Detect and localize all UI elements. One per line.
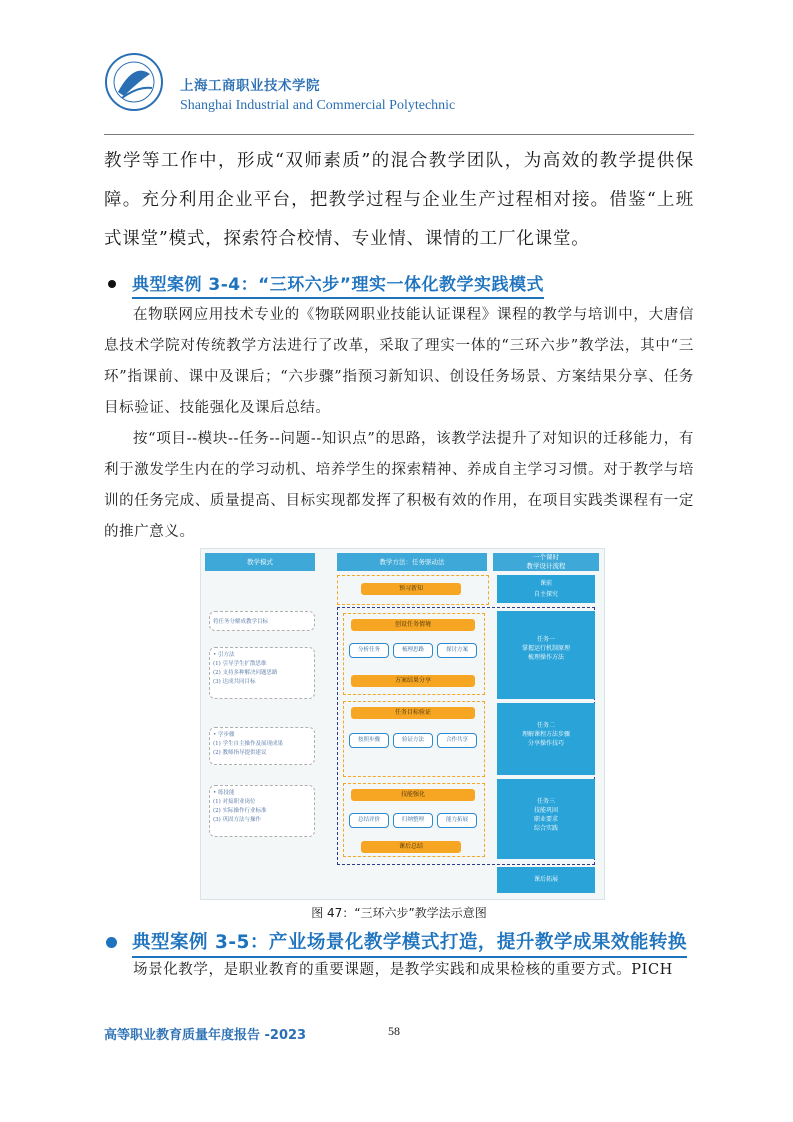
- case-3-5-heading: [104, 928, 704, 958]
- bullet-icon: [106, 937, 117, 948]
- right-box: 任务一 掌握运行机制原理 梳理操作方法: [497, 611, 595, 699]
- right-box: 课前 自主探究: [497, 575, 595, 603]
- school-logo-icon: [104, 52, 164, 112]
- tag: 分析任务: [349, 643, 389, 658]
- left-box: 将任务分解成教学目标: [209, 611, 315, 631]
- column-header: 教学方法：任务驱动法: [337, 553, 487, 571]
- right-box: 任务二 理解课程方法步骤 分享操作技巧: [497, 703, 595, 775]
- step-verify-goals: 任务目标验证: [351, 707, 475, 719]
- figure-caption: 图 47：“三环六步”教学法示意图: [311, 906, 487, 920]
- tag: 梳理思路: [393, 643, 433, 658]
- tag: 探讨方案: [437, 643, 477, 658]
- page-header: [104, 52, 694, 134]
- left-box: • 学步骤 (1) 学生自主操作及展现成果 (2) 教师指导提供建议: [209, 727, 315, 765]
- tag: 能力拓展: [437, 813, 477, 828]
- step-preview: 预习新知: [361, 583, 461, 595]
- case-3-4-heading: [104, 270, 704, 300]
- section-title: 典型案例 3-4：“三环六步”理实一体化教学实践模式: [132, 270, 544, 299]
- right-box: 任务三 技能巩固 职业要求 综合实践: [497, 779, 595, 859]
- step-share-results: 方案结果分享: [351, 675, 475, 687]
- tag: 总结评价: [349, 813, 389, 828]
- column-header: 一个课时 教学设计流程: [493, 553, 599, 571]
- step-summary: 课后总结: [361, 841, 461, 853]
- left-box: • 练技能 (1) 对接职业岗位 (2) 实际操作行业标准 (3) 巩固方法与操作: [209, 785, 315, 837]
- section-title: 典型案例 3-5：产业场景化教学模式打造，提升教学成果效能转换: [132, 928, 687, 958]
- tag: 合作共享: [437, 733, 477, 748]
- column-header: 教学模式: [205, 553, 315, 571]
- right-box: 课后拓展: [497, 867, 595, 893]
- bullet-icon: [108, 280, 116, 288]
- tag: 归纳整理: [393, 813, 433, 828]
- three-ring-six-step-diagram: [200, 548, 605, 900]
- header-divider: [104, 134, 694, 135]
- tag: 按照步骤: [349, 733, 389, 748]
- case-3-5-paragraph: 场景化教学，是职业教育的重要课题，是教学实践和成果检核的重要方式。PICH: [133, 962, 673, 978]
- tag: 验证方法: [393, 733, 433, 748]
- case-3-4-paragraph-1: 在物联网应用技术专业的《物联网职业技能认证课程》课程的教学与培训中，大唐信息技术学院对传统教学方法进行了改革，采取了理实一体的“三环六步”教学法，其中“三环”指课前、课中及课后；“六步骤”指预习新知识、创设任务场景、方案结果分享、任务目标验证、技能强化及课后总结。: [104, 307, 694, 416]
- intro-paragraph: 教学等工作中，形成“双师素质”的混合教学团队，为高效的教学提供保障。充分利用企业平台，把教学过程与企业生产过程相对接。借鉴“上班式课堂”模式，探索符合校情、专业情、课情的工厂化课堂。: [104, 151, 694, 249]
- step-create-scenario: 创设任务情境: [351, 619, 475, 631]
- page-number: 58: [388, 1024, 400, 1038]
- school-name-en: Shanghai Industrial and Commercial Polytechnic: [180, 98, 456, 113]
- left-box: • 引方法 (1) 引导学生扩散思维 (2) 支持多种解决问题思路 (3) 达成共同目标: [209, 647, 315, 699]
- report-title: 高等职业教育质量年度报告 -2023: [104, 1028, 307, 1043]
- case-3-4-paragraph-2: 按“项目--模块--任务--问题--知识点”的思路，该教学法提升了对知识的迁移能力，有利于激发学生内在的学习动机、培养学生的探索精神、养成自主学习习惯。对于教学与培训的任务完成、质量提高、目标实现都发挥了积极有效的作用，在项目实践类课程有一定的推广意义。: [104, 431, 694, 540]
- step-skill-reinforce: 技能强化: [351, 789, 475, 801]
- school-name-cn: 上海工商职业技术学院: [180, 78, 320, 94]
